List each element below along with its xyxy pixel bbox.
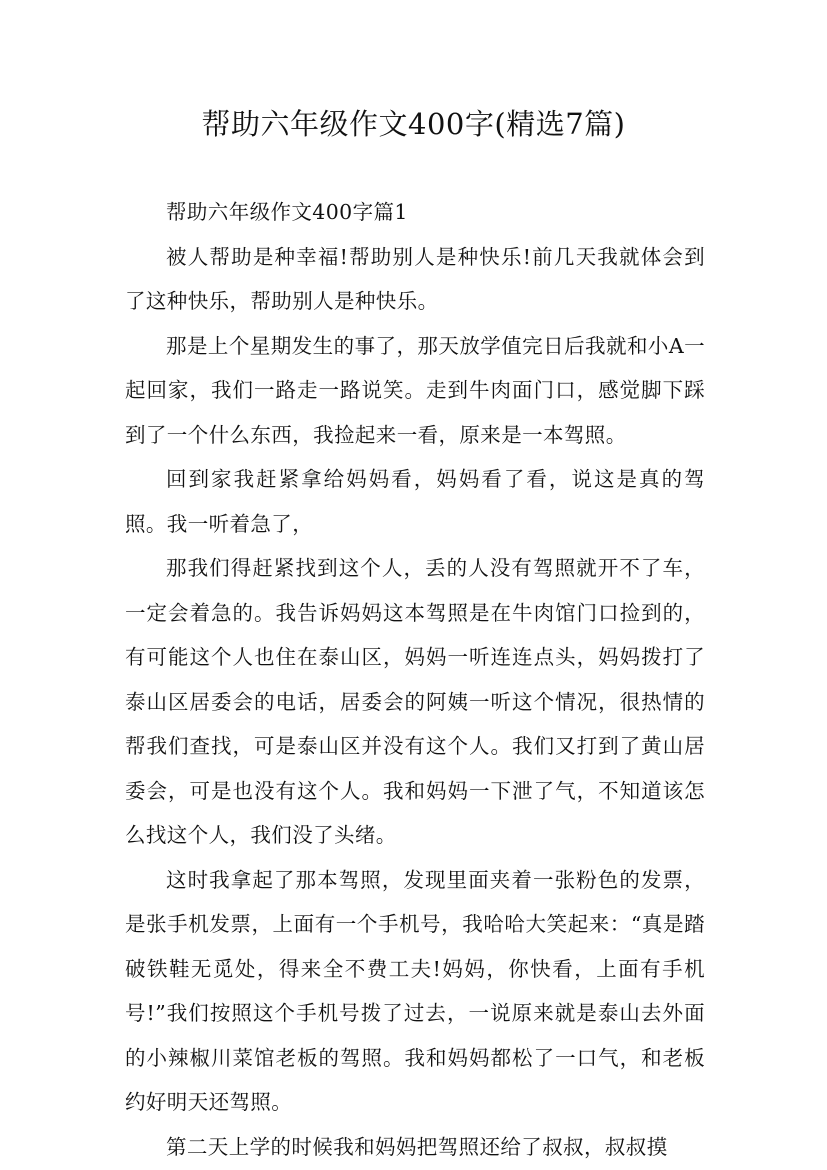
paragraph: 那我们得赶紧找到这个人，丢的人没有驾照就开不了车，一定会着急的。我告诉妈妈这本驾照是在牛肉馆门口捡到的，有可能这个人也住在泰山区，妈妈一听连连点头，妈妈拨打了泰山区居委会的电话，居委会的阿姨一听这个情况，很热情的帮我们查找，可是泰山区并没有这个人。我们又打到了黄山居委会，可是也没有这个人。我和妈妈一下泄了气，不知道该怎么找这个人，我们没了头绪。 — [125, 556, 705, 847]
document-body — [125, 190, 705, 1169]
document-title: 帮助六年级作文400字(精选7篇) — [201, 107, 626, 141]
paragraph: 这时我拿起了那本驾照，发现里面夹着一张粉色的发票，是张手机发票，上面有一个手机号，我哈哈大笑起来：“真是踏破铁鞋无觅处，得来全不费工夫!妈妈，你快看，上面有手机号!”我们按照这个手机号拨了过去，一说原来就是泰山去外面的小辣椒川菜馆老板的驾照。我和妈妈都松了一口气，和老板约好明天还驾照。 — [125, 867, 705, 1114]
paragraph: 被人帮助是种幸福!帮助别人是种快乐!前几天我就体会到了这种快乐，帮助别人是种快乐。 — [125, 244, 705, 313]
section-heading: 帮助六年级作文400字篇1 — [166, 200, 408, 224]
paragraph: 回到家我赶紧拿给妈妈看，妈妈看了看，说这是真的驾照。我一听着急了， — [125, 467, 705, 536]
paragraph: 第二天上学的时候我和妈妈把驾照还给了叔叔，叔叔摸 — [166, 1134, 668, 1159]
paragraph: 那是上个星期发生的事了，那天放学值完日后我就和小A一起回家，我们一路走一路说笑。走到牛肉面门口，感觉脚下踩到了一个什么东西，我捡起来一看，原来是一本驾照。 — [125, 333, 705, 447]
